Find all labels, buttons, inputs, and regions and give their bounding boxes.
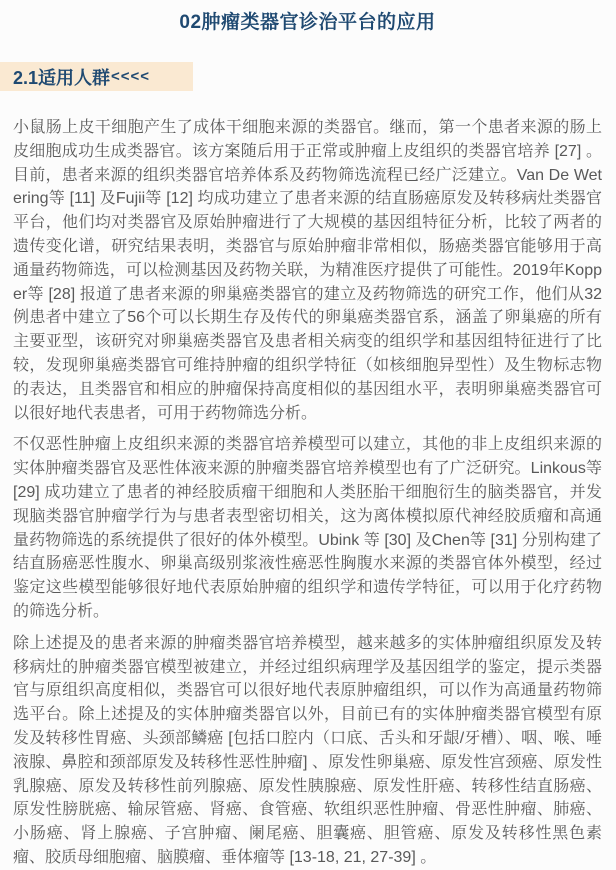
section-title: 2.1适用人群 — [13, 67, 111, 88]
body-content — [13, 116, 602, 870]
section-header — [0, 62, 193, 91]
paragraph-applicable-population-3: 除上述提及的患者来源的肿瘤类器官培养模型，越来越多的实体肿瘤组织原发及转移病灶的肿瘤类器官模型被建立，并经过组织病理学及基因组学的鉴定，提示类器官与原组织高度相似，类器官可以很好地代表原肿瘤组织，可以作为高通量药物筛选平台。除上述提及的实体肿瘤类器官以外，目前已有的实体肿瘤类器官模型有原发及转移性胃癌、头颈部鳞癌 [包括口腔内（口底、舌头和牙龈/牙槽）、咽、喉、唾液腺、鼻腔和颈部原发及转移性恶性肿瘤] 、原发性卵巢癌、原发性宫颈癌、原发性乳腺癌、原发及转移性前列腺癌、原发性胰腺癌、原发性肝癌、转移性结直肠癌、原发性膀胱癌、输尿管癌、肾癌、食管癌、软组织恶性肿瘤、骨恶性肿瘤、肺癌、小肠癌、肾上腺癌、子宫肿瘤、阑尾癌、胆囊癌、胆管癌、原发及转移性黑色素瘤、胶质母细胞瘤、脑膜瘤、垂体瘤等 [13-18, 21, 27-39] 。 — [13, 634, 602, 866]
section-arrows-decoration: <<<< — [111, 68, 151, 85]
paragraph-applicable-population-2: 不仅恶性肿瘤上皮组织来源的类器官培养模型可以建立，其他的非上皮组织来源的实体肿瘤类器官及恶性体液来源的肿瘤类器官培养模型也有了广泛研究。Linkous等 [29] 成功建立了患者的神经胶质瘤干细胞和人类胚胎干细胞衍生的脑类器官，并发现脑类器官肿瘤学行为与患者表型密切相关，这为离体模拟原代神经胶质瘤和高通量药物筛选的系统提供了很好的体外模型。Ubink 等 [30] 及Chen等 [31] 分别构建了结直肠癌恶性腹水、卵巢高级别浆液性癌恶性胸腹水来源的类器官体外模型，经过鉴定这些模型能够很好地代表原始肿瘤的组织学和遗传学特征，可以用于化疗药物的筛选分析。 — [13, 436, 602, 620]
page-title: 02肿瘤类器官诊治平台的应用 — [179, 12, 436, 33]
paragraph-applicable-population-1: 小鼠肠上皮干细胞产生了成体干细胞来源的类器官。继而，第一个患者来源的肠上皮细胞成功生成类器官。该方案随后用于正常或肿瘤上皮组织的类器官培养 [27] 。目前，患者来源的组织类器官培养体系及药物筛选流程已经广泛建立。Van De Wetering等 [11] 及Fujii等 [12] 均成功建立了患者来源的结直肠癌原发及转移病灶类器官平台，他们均对类器官及原始肿瘤进行了大规模的基因组特征分析，比较了两者的遗传变化谱，研究结果表明，类器官与原始肿瘤非常相似，肠癌类器官能够用于高通量药物筛选，可以检测基因及药物关联，为精准医疗提供了可能性。2019年Kopper等 [28] 报道了患者来源的卵巢癌类器官的建立及药物筛选的研究工作，他们从32例患者中建立了56个可以长期生存及传代的卵巢癌类器官系，涵盖了卵巢癌的所有主要亚型，该研究对卵巢癌类器官及患者相关病变的组织学和基因组特征进行了比较，发现卵巢癌类器官可维持肿瘤的组织学特征（如核细胞异型性）及生物标志物的表达，且类器官和相应的肿瘤保持高度相似的基因组水平，表明卵巢癌类器官可以很好地代表患者，可用于药物筛选分析。 — [13, 119, 602, 422]
